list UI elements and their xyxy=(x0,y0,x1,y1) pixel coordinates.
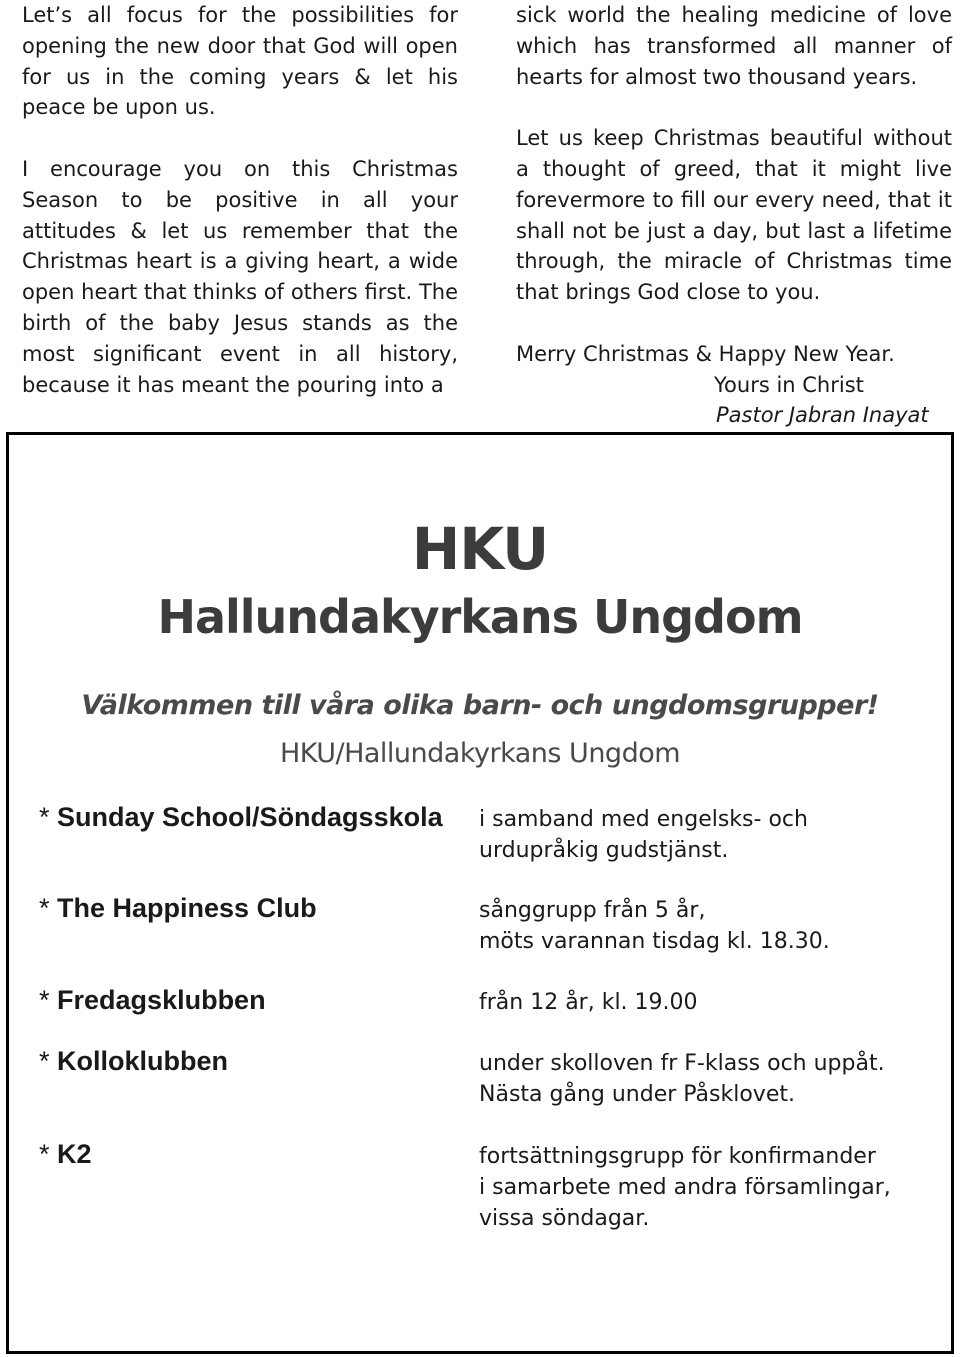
letter-paragraph: sick world the healing medicine of love which has transformed all manner of hearts for almost two thousand years. xyxy=(516,3,952,89)
welcome-subheading: HKU/Hallundakyrkans Ungdom xyxy=(279,738,681,769)
welcome-heading: Välkommen till våra olika barn- och ungdomsgrupper! xyxy=(81,690,879,721)
group-name: * The Happiness Club xyxy=(39,893,317,923)
group-name: * Fredagsklubben xyxy=(39,985,266,1015)
letter-paragraph: I encourage you on this Christmas Season to be positive in all your attitudes & let us remember that the Christmas heart is a giving heart, a wide open heart that thinks of others first. The birth of the baby Jesus stands as the most significant event in all history, because it has meant the pouring into a xyxy=(22,156,458,397)
group-description: under skolloven fr F-klass och uppåt. Nästa gång under Påsklovet. xyxy=(479,1051,885,1107)
closing: Yours in Christ xyxy=(714,372,864,397)
group-description: i samband med engelsks- och urdupråkig gudstjänst. xyxy=(479,807,808,863)
group-name: * Kolloklubben xyxy=(39,1046,229,1076)
letter-paragraph: Let us keep Christmas beautiful without a thought of greed, that it might live forevermore to fill our every need, that it shall not be just a day, but last a lifetime through, the miracle of Christmas time that brings God close to you. xyxy=(516,126,952,305)
group-description: sånggrupp från 5 år, möts varannan tisdag kl. 18.30. xyxy=(479,898,830,954)
hku-subtitle: Hallundakyrkans Ungdom xyxy=(157,590,803,644)
group-name: * K2 xyxy=(39,1139,92,1169)
signature: Pastor Jabran Inayat xyxy=(716,403,929,428)
group-description: fortsättningsgrupp för konfirmander i samarbete med andra församlingar, vissa söndagar. xyxy=(479,1144,891,1231)
letter-right-column xyxy=(516,0,952,431)
group-description: från 12 år, kl. 19.00 xyxy=(479,990,698,1015)
hku-box xyxy=(6,432,954,1354)
letter-paragraph: Let’s all focus for the possibilities for opening the new door that God will open for us in the coming years & let his peace be upon us. xyxy=(22,3,458,120)
group-name: * Sunday School/Söndagsskola xyxy=(39,802,443,832)
hku-title: HKU xyxy=(411,515,549,583)
letter-left-column xyxy=(22,0,458,400)
greeting: Merry Christmas & Happy New Year. xyxy=(516,341,895,366)
